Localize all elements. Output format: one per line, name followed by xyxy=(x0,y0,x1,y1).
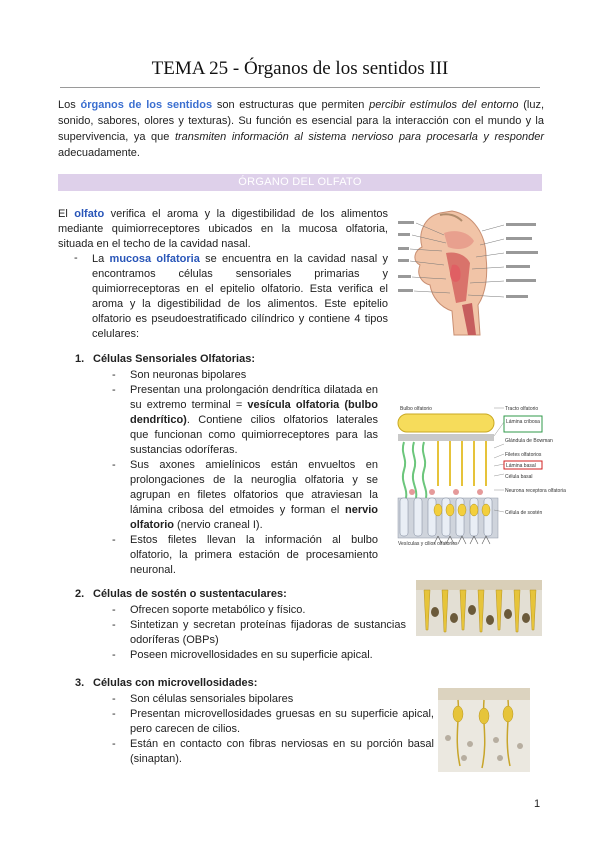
list-item xyxy=(112,368,378,383)
intro-italic: percibir estímulos del entorno xyxy=(369,99,519,111)
cell-type-1-heading xyxy=(75,353,255,365)
intro-keyword: órganos de los sentidos xyxy=(80,99,213,111)
heading-number: 1. xyxy=(75,353,85,365)
intro-text: adecuadamente. xyxy=(58,147,140,159)
heading-title: Células con microvellosidades: xyxy=(93,677,258,689)
intro-text: (luz, sonido, sabores, olores y texturas). Su función es esencial para la interacción con el mundo y la supervivencia, ya que xyxy=(58,99,545,143)
list-item-text: Sus axones amielínicos están envueltos en prolongaciones de la neuroglia olfatoria y se agrupan en filetes olfatorios que atraviesan la lámina cribosa del etmoides y forman el xyxy=(130,459,378,516)
olfato-keyword: olfato xyxy=(74,208,105,220)
cell-type-3-list xyxy=(112,692,434,767)
heading-title: Células de sostén o sustentaculares: xyxy=(93,588,287,600)
olfato-text: El xyxy=(58,208,75,220)
mucosa-text: La xyxy=(92,253,110,265)
cell-type-1-list xyxy=(112,368,378,578)
label-glandula-bowman: Glándula de Bowman xyxy=(505,438,553,444)
intro-text: Los xyxy=(58,99,81,111)
heading-number: 2. xyxy=(75,588,85,600)
olfato-paragraph xyxy=(58,207,388,252)
list-item: - Están en contacto con fibras nerviosas en su porción basal (sinaptan). xyxy=(112,737,434,767)
label-vesiculas-cilios: Vesículas y cilios olfatorios xyxy=(398,541,458,547)
dash-bullet: - xyxy=(74,252,78,264)
heading-title: Células Sensoriales Olfatorias: xyxy=(93,353,256,365)
olfato-text: verifica el aroma y la digestibilidad de los alimentos mediante quimiorreceptores ubicados en la mucosa olfatoria, situada en el techo de la cavidad nasal. xyxy=(58,208,388,250)
list-item xyxy=(112,458,378,533)
list-item-text: Son neuronas bipolares xyxy=(130,369,247,381)
heading-number: 3. xyxy=(75,677,85,689)
cell-type-2-list xyxy=(112,603,406,663)
intro-italic: transmiten información al sistema nervioso para procesarla y responder xyxy=(174,131,544,143)
list-item: - Presentan microvellosidades gruesas en su superficie apical, pero carecen de cilios. xyxy=(112,707,434,737)
mucosa-paragraph xyxy=(92,252,388,342)
page-title: TEMA 25 - Órganos de los sentidos III xyxy=(151,58,449,79)
label-neurona-receptora: Neurona receptora olfatoria xyxy=(505,488,566,494)
intro-text: son estructuras que permiten xyxy=(212,99,370,111)
label-filetes-olfatorios: Filetes olfatorios xyxy=(505,452,542,458)
supporting-cells-micrograph xyxy=(416,580,542,636)
cell-type-2-heading xyxy=(75,588,287,600)
list-item: - Ofrecen soporte metabólico y físico. xyxy=(112,603,406,618)
list-item: - Sintetizan y secretan proteínas fijadoras de sustancias odoríferas (OBPs) xyxy=(112,618,406,648)
list-item-bold: nervio olfatorio xyxy=(130,504,378,531)
page-number: 1 xyxy=(534,798,541,810)
label-lamina-cribosa: Lámina cribosa xyxy=(506,419,540,425)
label-bulbo-olfatorio: Bulbo olfatorio xyxy=(400,406,432,412)
label-lamina-basal: Lámina basal xyxy=(506,463,536,469)
list-item-text: . Contiene cilios olfatorios laterales que funcionan como quimiorreceptores para las sustancias odoríferas. xyxy=(130,414,378,456)
list-item-bold: vesícula olfatoria (bulbo dendrítico) xyxy=(130,399,378,426)
olfactory-epithelium-figure xyxy=(392,398,566,547)
cell-type-3-heading xyxy=(75,677,257,689)
olfactory-bulb-shape xyxy=(398,414,494,432)
apical-surface xyxy=(416,580,542,590)
label-celula-sosten: Célula de sostén xyxy=(505,510,543,516)
list-item xyxy=(112,533,378,578)
intro-paragraph xyxy=(58,97,544,161)
cribriform-plate xyxy=(398,434,494,441)
title-divider xyxy=(60,87,540,88)
label-celula-basal: Célula basal xyxy=(505,474,533,480)
list-item: - Poseen microvellosidades en su superficie apical. xyxy=(112,648,406,663)
supporting-cells xyxy=(400,498,492,536)
section-header-olfato: ÓRGANO DEL OLFATO xyxy=(58,174,542,191)
apical-surface xyxy=(438,688,530,700)
list-item: - Son células sensoriales bipolares xyxy=(112,692,434,707)
list-item-text: Presentan una prolongación dendrítica dilatada en su extremo terminal = xyxy=(130,384,378,411)
list-item-text: Estos filetes llevan la información al bulbo olfatorio, la primera estación de procesamiento neuronal. xyxy=(130,534,378,576)
label-tracto-olfatorio: Tracto olfatorio xyxy=(505,406,539,412)
head-sagittal-figure xyxy=(396,205,546,335)
list-item-text: (nervio craneal I). xyxy=(174,519,263,531)
microvillous-cells-micrograph xyxy=(438,688,530,772)
mucosa-text: se encuentra en la cavidad nasal y encontramos células sensoriales primarias y quimiorreceptoras en el epitelio olfatorio. Esta verifica el aroma y la digestibilidad de los alimentos. Este epitelio olfatorio es pseudoestratificado cilíndrico y contiene 4 tipos celulares: xyxy=(92,253,388,340)
list-item xyxy=(112,383,378,458)
mucosa-keyword: mucosa olfatoria xyxy=(109,253,200,265)
